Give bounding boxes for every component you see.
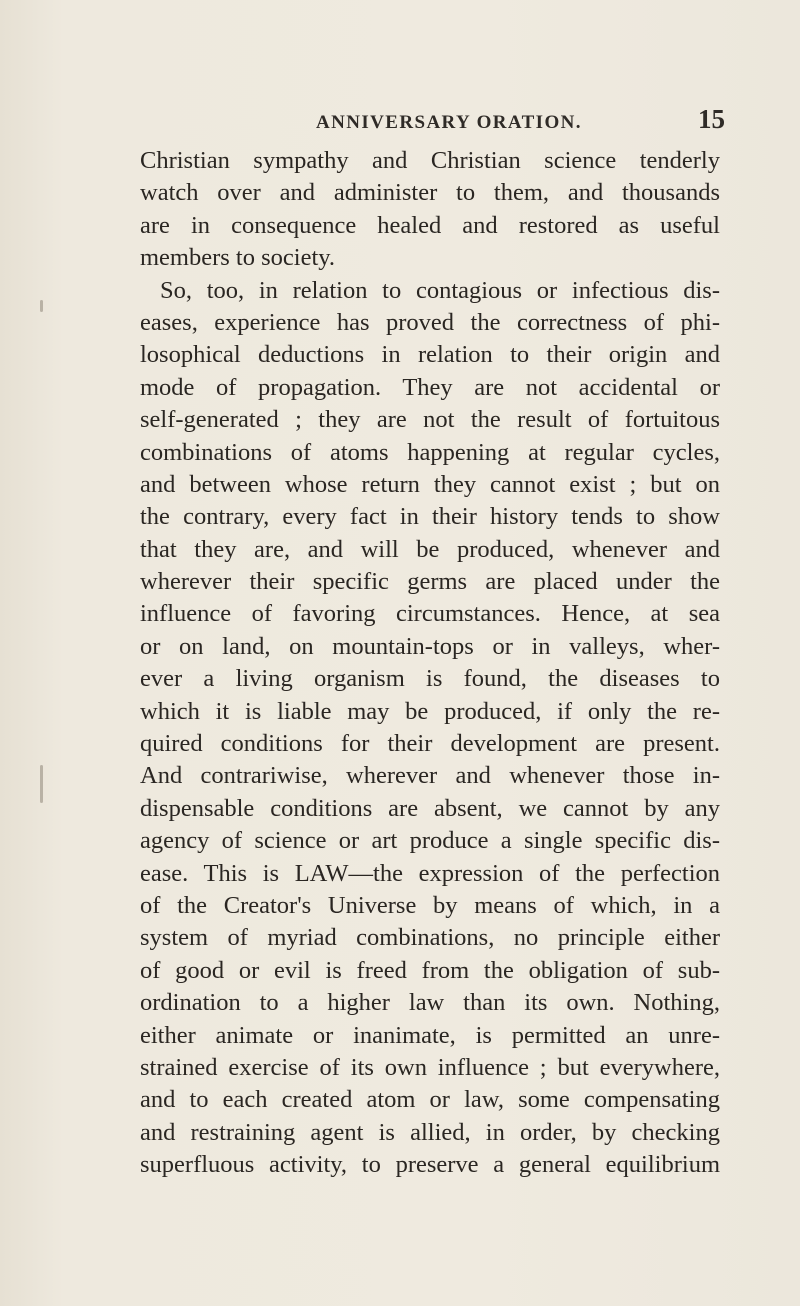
body-paragraphs [140, 145, 720, 1182]
text-line: ordination to a higher law than its own. Nothing, [140, 989, 720, 1017]
text-line: system of myriad combinations, no principle either [140, 924, 720, 952]
text-line: watch over and administer to them, and thousands [140, 179, 720, 207]
text-line: losophical deductions in relation to their origin and [140, 341, 720, 369]
text-line: strained exercise of its own influence ; but everywhere, [140, 1053, 720, 1081]
text-line: agency of science or art produce a single specific dis- [140, 827, 720, 855]
margin-pencil-mark [40, 765, 43, 803]
text-line: the contrary, every fact in their history tends to show [140, 503, 720, 531]
text-line: superfluous activity, to preserve a general equilibrium [140, 1151, 720, 1179]
text-line: eases, experience has proved the correctness of phi- [140, 308, 720, 336]
text-line: And contrariwise, wherever and whenever those in- [140, 762, 720, 790]
margin-pencil-mark [40, 300, 43, 312]
page-number: 15 [698, 104, 725, 134]
page-header [0, 104, 800, 138]
running-head: ANNIVERSARY ORATION. [316, 112, 582, 133]
text-line: dispensable conditions are absent, we cannot by any [140, 794, 720, 822]
text-line: of the Creator's Universe by means of which, in a [140, 891, 720, 919]
text-line: which it is liable may be produced, if only the re- [140, 697, 720, 725]
text-line: or on land, on mountain-tops or in valleys, wher- [140, 632, 720, 660]
text-line: wherever their specific germs are placed under the [140, 568, 720, 596]
text-line: and restraining agent is allied, in order, by checking [140, 1118, 720, 1146]
text-line: of good or evil is freed from the obligation of sub- [140, 956, 720, 984]
text-line: that they are, and will be produced, whenever and [140, 535, 720, 563]
text-line: So, too, in relation to contagious or infectious dis- [160, 276, 720, 304]
text-line: mode of propagation. They are not accidental or [140, 373, 720, 401]
text-line: and between whose return they cannot exist ; but on [140, 470, 720, 498]
text-line: members to society. [140, 244, 336, 272]
text-line: and to each created atom or law, some compensating [140, 1086, 720, 1114]
text-line: are in consequence healed and restored as useful [140, 211, 720, 239]
text-line: ever a living organism is found, the diseases to [140, 665, 720, 693]
text-line: quired conditions for their development are present. [140, 730, 720, 758]
text-line: ease. This is LAW—the expression of the perfection [140, 859, 720, 887]
text-line: Christian sympathy and Christian science tenderly [140, 147, 720, 174]
text-line: self-generated ; they are not the result of fortuitous [140, 406, 720, 434]
text-line: either animate or inanimate, is permitted an unre- [140, 1021, 720, 1049]
text-line: combinations of atoms happening at regular cycles, [140, 438, 720, 466]
text-line: influence of favoring circumstances. Hence, at sea [140, 600, 720, 628]
